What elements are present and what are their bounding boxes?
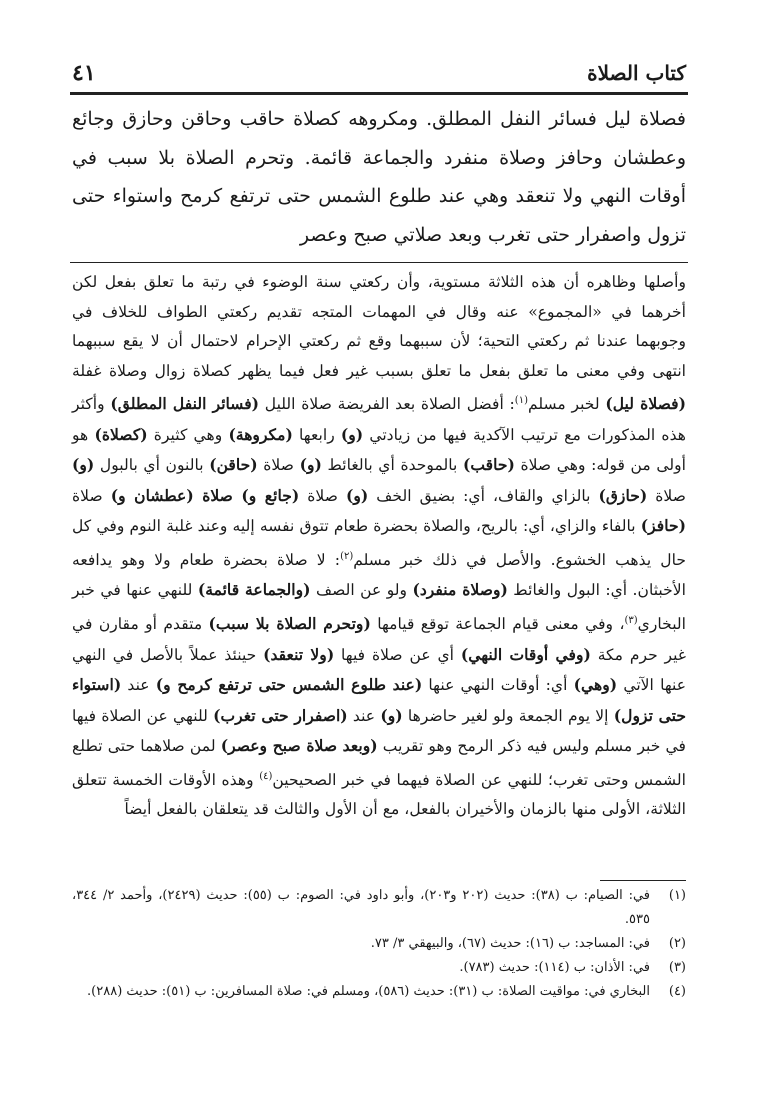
footnote-rule [600,880,686,881]
sharh-text-segment: أي: أوقات النهي عنها [422,676,574,695]
matn-quote-bold: (جائع و) صلاة (عطشان و) [110,485,300,505]
footnote-marker: (٣) [624,614,638,626]
footnote-marker: (٢) [340,550,354,562]
matn-quote-bold: (وبعد صلاة صبح وعصر) [220,736,378,756]
sharh-text-segment: للنهي عن الصلاة فيها في خبر مسلم وليس فيه ذكر الرمح وهو تقريب [72,706,687,756]
matn-quote-bold: (حافز) [640,516,686,536]
footnote-text: البخاري في: مواقيت الصلاة: ب (٣١): حديث (٥٨٦)، ومسلم في: صلاة المسافرين: ب (٥١): حديث (٢٨٨). [87,984,650,999]
matn-quote-bold: (فسائر النفل المطلق) [110,394,260,414]
sharh-text-segment: بالموحدة أي بالغائط [321,456,463,475]
footnote-text: في: الصيام: ب (٣٨): حديث (٢٠٢ و٢٠٣)، وأبو داود في: الصوم: ب (٥٥): حديث (٢٤٢٩)، وأحمد ٢/ ٣٤٤، ٥٣٥. [72,888,651,927]
sharh-text-segment: متقدم أو مقارن في غير حرم مكة [72,615,687,664]
footnote [72,932,686,956]
sharh-text-segment: لمن صلاهما حتى تطلع الشمس وحتى تغرب؛ للنهي عن الصلاة فيهما في خبر الصحيحين [72,737,687,789]
sharh-text-segment: رابعها [292,425,341,444]
matn-quote-bold: (كصلاة) [94,424,148,444]
footnote-text: في: المساجد: ب (١٦): حديث (٦٧)، والبيهقي ٣/ ٧٣. [370,936,650,951]
page-header [72,56,686,90]
footnote [72,884,686,932]
footnote-number: (١) [668,888,686,903]
sharh-text-segment: إلا يوم الجمعة ولو لغير حاضرها [402,706,614,725]
footnote-number: (٢) [668,936,686,951]
matn-quote-bold: (و) [299,455,322,475]
matn-quote-bold: (والجماعة قائمة) [197,580,311,600]
sharh-text-segment: هو أولى من قوله: وهي صلاة [72,425,686,475]
sharh-text-segment: لخبر مسلم [527,395,606,414]
sharh-text-segment: حينئذ عملاً بالأصل في النهي عنها الآتي [72,645,687,695]
sharh-text-segment: صلاة [647,486,686,505]
sharh-text-segment: ولو عن الصف [310,581,413,600]
sharh-text-segment: : أفضل الصلاة بعد الفريضة صلاة الليل [259,395,515,414]
sharh-text-segment: وهي كثيرة [147,425,229,444]
matn-quote-bold: (و) [340,424,364,444]
sharh-text-segment: : لا صلاة بحضرة طعام ولا وهو يدافعه الأخبثان. أي: البول والغائط [72,550,686,600]
footnote-number: (٤) [668,984,686,999]
matn-quote-bold: (و) [380,705,403,725]
matn-quote-bold: (مكروهة) [228,424,293,444]
book-title: كتاب الصلاة [587,61,686,85]
matn-sharh-separator [70,262,688,263]
matn-quote-bold: (و) [72,455,95,475]
sharh-text-segment: صلاة [72,486,111,505]
matn-quote-bold: (وتحرم الصلاة بلا سبب) [208,614,371,634]
sharh-text-segment: عند [347,706,381,725]
sharh-text-segment: بالنون أي بالبول [94,456,210,475]
matn-quote-bold: (وصلاة منفرد) [412,580,508,600]
sharh-text-segment: صلاة [299,486,346,505]
header-rule [70,92,688,95]
footnotes [72,884,686,1004]
sharh-text-segment: ، وفي معنى قيام الجماعة توقع قيامها [370,615,625,634]
sharh-text-segment: وأكثر هذه المذكورات مع ترتيب الآكدية فيها من زيادتي [72,395,686,444]
matn-text: فصلاة ليل فسائر النفل المطلق. ومكروهه كصلاة حاقب وحاقن وحازق وجائع وعطشان وحافز وصلاة منفرد والجماعة قائمة. وتحرم الصلاة بلا سبب في أوقات النهي ولا تنعقد وهي عند طلوع الشمس حتى ترتفع كرمح واستواء حتى تزول واصفرار حتى تغرب وبعد صلاتي صبح وعصر [72,108,686,246]
matn-quote-bold: (فصلاة ليل) [605,394,686,414]
footnote [72,956,686,980]
matn-quote-bold: (حاقب) [462,455,515,475]
footnote-marker: (١) [514,395,528,406]
matn-quote-bold: (وفي أوقات النهي) [460,644,591,664]
matn-quote-bold: (حاقن) [209,455,258,475]
footnote-text: في: الأذان: ب (١١٤): حديث (٧٨٣). [459,960,650,975]
matn-quote-bold: (و) [345,485,369,505]
footnote [72,980,686,1004]
sharh-text-segment: بالزاي والقاف، أي: بضيق الخف [368,486,599,505]
sharh-text-segment: للنهي عنها في خبر البخاري [72,581,687,634]
sharh-text-segment: وهذه الأوقات الخمسة تتعلق الثلاثة، الأولى منها بالزمان والأخيران بالفعل، مع أن الأول والثالث قد يتعلقان بالفعل أيضاً [72,770,686,819]
sharh-text-segment: عند [121,676,156,695]
matn-quote-bold: (استواء حتى تزول) [72,675,686,725]
sharh-commentary [72,268,686,825]
matn-quote-bold: (ولا تنعقد) [263,644,335,664]
sharh-text-segment: وأصلها وظاهره أن هذه الثلاثة مستوية، وأن ركعتي سنة الوضوء في رتبة ما تعلق بفعل لكن أخرهما في «المجموع» عنه وقال في المهمات المتجه تقديم ركعتي الطواف للخلاف في وجوبهما عندنا ثم ركعتي التحية؛ لأن سببهما وقع ثم ركعتي الإحرام لاحتمال أن لا يقع سببهما انتهى وفي معنى ما تعلق بفعل ما تعلق بسبب غير فعل فيما يظهر كصلاة زوال وصلاة غفلة [72,273,686,380]
matn-quote-bold: (اصفرار حتى تغرب) [213,705,348,725]
sharh-text-segment: صلاة [257,456,300,475]
page-number: ٤١ [72,60,96,86]
matn-quote-bold: (حازق) [598,485,648,505]
footnote-marker: (٤) [259,770,273,782]
sharh-text-segment: أي عن صلاة فيها [334,645,461,664]
matn-quote-bold: (عند طلوع الشمس حتى ترتفع كرمح و) [155,675,423,695]
matn-quote-bold: (وهي) [573,675,618,695]
footnote-number: (٣) [668,960,686,975]
sharh-text-segment: بالفاء والزاي، أي: بالريح، والصلاة بحضرة طعام تتوق نفسه إليه وعند غلبة النوم وفي كل حال يذهب الخشوع. والأصل في ذلك خبر مسلم [72,517,686,569]
